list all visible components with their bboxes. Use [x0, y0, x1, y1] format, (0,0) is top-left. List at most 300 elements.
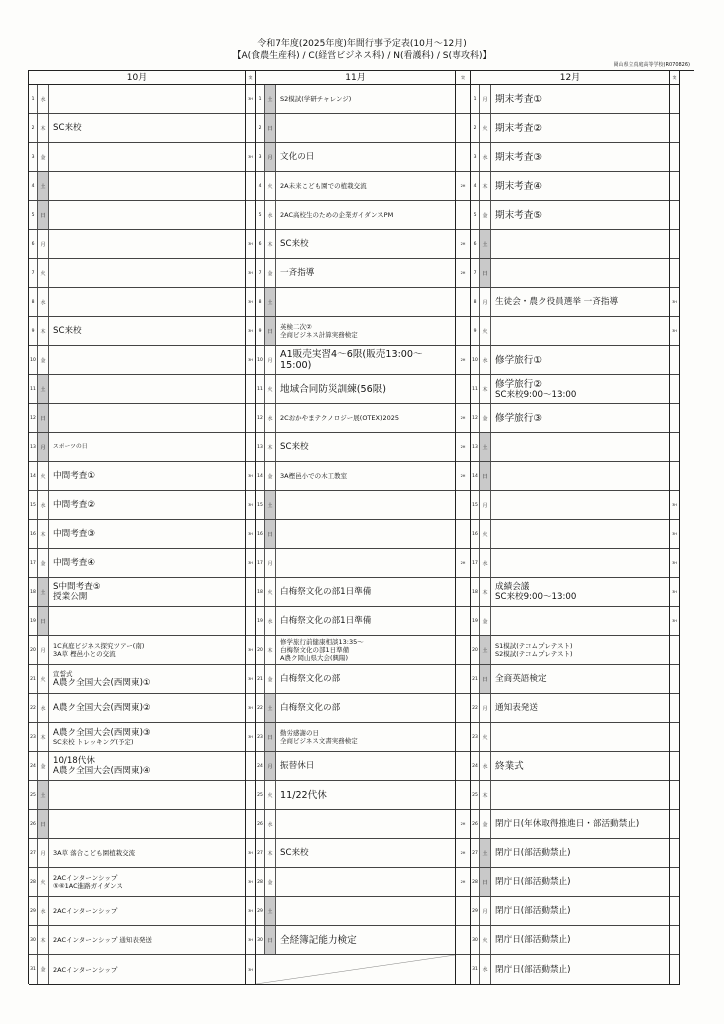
weekday: 金 [38, 346, 49, 374]
day-number: 27 [256, 839, 265, 867]
day-events [491, 85, 669, 113]
weekday: 日 [480, 868, 491, 896]
day-events [49, 201, 245, 229]
weekday: 月 [265, 346, 276, 374]
day-number: 28 [29, 868, 38, 896]
event-text: 地域合同防災訓練(56限) [280, 383, 387, 395]
empty-day-row [256, 955, 455, 984]
event-text: 2ACインターンシップ [53, 907, 118, 915]
day-row [29, 317, 245, 346]
day-row [256, 665, 455, 694]
day-row [256, 317, 455, 346]
weekday: 日 [38, 404, 49, 432]
jitsu-header-october: 実 [246, 71, 256, 85]
jitsu-cell [456, 752, 470, 781]
jitsu-cell [670, 752, 679, 781]
day-number: 2 [256, 114, 265, 142]
day-number: 2 [29, 114, 38, 142]
event-text: SC来校 [53, 123, 82, 133]
weekday: 日 [265, 114, 276, 142]
day-number: 1 [29, 85, 38, 113]
day-number: 26 [256, 810, 265, 838]
day-events [49, 114, 245, 142]
day-number: 21 [471, 665, 480, 693]
day-number: 19 [29, 607, 38, 635]
weekday: 火 [480, 317, 491, 345]
day-events [276, 317, 455, 345]
day-number: 12 [29, 404, 38, 432]
weekday: 月 [38, 433, 49, 461]
jitsu-column-december [670, 85, 680, 985]
day-row [471, 723, 669, 752]
weekday: 土 [480, 636, 491, 664]
day-row [256, 868, 455, 897]
day-events [491, 868, 669, 896]
day-row [29, 781, 245, 810]
day-events [491, 520, 669, 548]
day-row [256, 230, 455, 259]
day-row [256, 491, 455, 520]
day-number: 3 [471, 143, 480, 171]
day-events [276, 259, 455, 287]
day-row [471, 839, 669, 868]
day-row [29, 868, 245, 897]
event-text: A農ク岡山県大会(興陽) [280, 654, 349, 662]
day-number: 8 [29, 288, 38, 316]
day-events [49, 259, 245, 287]
weekday: 木 [265, 636, 276, 664]
weekday: 火 [38, 259, 49, 287]
jitsu-cell: 2H [456, 404, 470, 433]
day-events [49, 781, 245, 809]
weekday: 水 [265, 810, 276, 838]
day-row [471, 433, 669, 462]
jitsu-cell: 2H [456, 462, 470, 491]
event-text: 終業式 [495, 760, 524, 772]
day-number: 23 [29, 723, 38, 751]
weekday: 日 [265, 317, 276, 345]
jitsu-cell [456, 723, 470, 752]
event-text: SC来校 [53, 326, 82, 336]
day-number: 31 [471, 955, 480, 984]
day-events [491, 723, 669, 751]
day-row [256, 143, 455, 172]
event-text: 修学旅行① [495, 354, 542, 366]
event-text: 2ACインターンシップ 通知表発送 [53, 936, 152, 944]
day-events [491, 317, 669, 345]
jitsu-cell [246, 375, 255, 404]
event-text: 振替休日 [280, 761, 315, 771]
day-row [256, 172, 455, 201]
day-events [276, 114, 455, 142]
day-row [29, 607, 245, 636]
day-events [49, 462, 245, 490]
day-row [256, 578, 455, 607]
day-events [491, 549, 669, 577]
weekday: 水 [480, 549, 491, 577]
jitsu-cell: 3H [246, 346, 255, 375]
day-number: 29 [471, 897, 480, 925]
day-number: 15 [256, 491, 265, 519]
jitsu-cell [456, 665, 470, 694]
weekday: 木 [38, 317, 49, 345]
day-number: 18 [256, 578, 265, 606]
jitsu-header-december: 実 [670, 71, 680, 85]
day-number: 3 [29, 143, 38, 171]
event-text: 生徒会・農ク役員選挙 一斉指導 [495, 297, 619, 307]
day-number: 16 [256, 520, 265, 548]
weekday: 火 [265, 781, 276, 809]
jitsu-cell [670, 723, 679, 752]
day-events [276, 897, 455, 925]
weekday: 火 [265, 172, 276, 200]
day-row [29, 201, 245, 230]
weekday: 金 [38, 143, 49, 171]
day-row [471, 462, 669, 491]
event-text: 期末考査① [495, 93, 542, 105]
day-events [49, 810, 245, 838]
jitsu-cell: 3H [246, 839, 255, 868]
day-row [256, 520, 455, 549]
event-text: A農ク全国大会(西関東)① [53, 678, 151, 688]
day-row [471, 346, 669, 375]
weekday: 水 [480, 346, 491, 374]
day-number: 24 [256, 752, 265, 780]
jitsu-cell: 3H [246, 549, 255, 578]
weekday: 金 [480, 810, 491, 838]
event-text: A農ク全国大会(西関東)③ [53, 728, 151, 738]
event-text: S中間考査⑤ [53, 582, 101, 592]
day-row [471, 114, 669, 143]
day-number: 30 [471, 926, 480, 954]
event-text: 期末考査② [495, 122, 542, 134]
day-number: 5 [256, 201, 265, 229]
weekday: 土 [265, 288, 276, 316]
event-text: 修学旅行前健康相談13:35～ [280, 638, 364, 646]
day-row [471, 897, 669, 926]
event-text: 全経簿記能力検定 [280, 934, 357, 946]
weekday: 火 [480, 114, 491, 142]
day-events [491, 839, 669, 867]
day-row [471, 259, 669, 288]
day-events [276, 549, 455, 577]
weekday: 木 [480, 375, 491, 403]
weekday: 金 [38, 549, 49, 577]
day-events [276, 926, 455, 954]
day-events [491, 665, 669, 693]
weekday: 月 [480, 694, 491, 722]
event-text: 1C真庭ビジネス探究ツアー(南) [53, 642, 145, 650]
jitsu-cell: 2H [456, 868, 470, 897]
event-text: 全商英語検定 [495, 674, 547, 684]
day-events [491, 346, 669, 374]
day-events [49, 955, 245, 984]
jitsu-cell: 3H [246, 636, 255, 665]
jitsu-cell: 3H [246, 868, 255, 897]
jitsu-cell: 3H [246, 926, 255, 955]
weekday: 水 [38, 85, 49, 113]
event-text: 2Cおかやまテクノロジー展(OTEX)2025 [280, 414, 400, 422]
day-row [29, 375, 245, 404]
event-text: 2AC高校生のための企業ガイダンスPM [280, 211, 394, 219]
jitsu-cell [670, 85, 679, 114]
day-row [256, 926, 455, 955]
day-events [276, 665, 455, 693]
event-text: 2ACインターンシップ [53, 874, 118, 882]
day-number: 11 [471, 375, 480, 403]
event-text: 2A未来こども園での植栽交流 [280, 182, 367, 190]
weekday: 木 [265, 230, 276, 258]
jitsu-cell: 2H [456, 549, 470, 578]
day-row [256, 201, 455, 230]
event-text: 英検二次② [280, 323, 312, 331]
day-row [29, 346, 245, 375]
weekday: 水 [38, 491, 49, 519]
day-row [256, 839, 455, 868]
day-number: 12 [256, 404, 265, 432]
day-row [29, 955, 245, 984]
day-row [256, 694, 455, 723]
day-row [29, 520, 245, 549]
jitsu-cell [670, 897, 679, 926]
weekday: 月 [480, 897, 491, 925]
jitsu-cell: 3H [246, 491, 255, 520]
day-number: 16 [29, 520, 38, 548]
event-text: 通知表発送 [495, 703, 538, 713]
day-row [256, 288, 455, 317]
day-number: 5 [471, 201, 480, 229]
weekday: 火 [265, 578, 276, 606]
day-number: 21 [29, 665, 38, 693]
day-row [256, 781, 455, 810]
day-row [471, 607, 669, 636]
weekday: 日 [480, 462, 491, 490]
jitsu-cell: 3H [246, 665, 255, 694]
jitsu-cell [670, 114, 679, 143]
day-number: 13 [29, 433, 38, 461]
day-events [49, 404, 245, 432]
day-events [49, 578, 245, 606]
day-number: 8 [471, 288, 480, 316]
weekday: 土 [480, 433, 491, 461]
day-events [276, 85, 455, 113]
jitsu-cell: 2H [456, 259, 470, 288]
day-number: 17 [256, 549, 265, 577]
day-number: 30 [256, 926, 265, 954]
jitsu-cell: 3H [246, 897, 255, 926]
day-number: 20 [29, 636, 38, 664]
day-events [276, 288, 455, 316]
day-number: 11 [29, 375, 38, 403]
weekday: 土 [38, 781, 49, 809]
weekday: 金 [265, 259, 276, 287]
weekday: 日 [265, 520, 276, 548]
day-events [49, 839, 245, 867]
event-text: ⑤⑥1AC進路ガイダンス [53, 882, 123, 890]
day-number: 26 [29, 810, 38, 838]
day-number: 22 [471, 694, 480, 722]
event-text: SC来校 トレッキング(予定) [53, 738, 134, 746]
jitsu-cell-empty [456, 955, 470, 984]
day-row [471, 578, 669, 607]
jitsu-cell [670, 172, 679, 201]
day-events [276, 607, 455, 635]
day-row [471, 201, 669, 230]
jitsu-cell [670, 868, 679, 897]
day-row [256, 375, 455, 404]
event-text: 期末考査④ [495, 180, 542, 192]
day-number: 21 [256, 665, 265, 693]
day-events [491, 491, 669, 519]
weekday: 金 [265, 665, 276, 693]
day-row [471, 375, 669, 404]
day-number: 7 [471, 259, 480, 287]
weekday: 木 [480, 172, 491, 200]
day-row [29, 462, 245, 491]
jitsu-cell [456, 607, 470, 636]
day-row [256, 636, 455, 665]
jitsu-cell [456, 143, 470, 172]
day-number: 14 [471, 462, 480, 490]
day-row [29, 114, 245, 143]
day-row [29, 85, 245, 114]
day-number: 2 [471, 114, 480, 142]
event-text: 閉庁日(部活動禁止) [495, 906, 571, 916]
event-text: S2模試(テコムプレテスト) [495, 650, 573, 658]
weekday: 水 [480, 752, 491, 780]
jitsu-cell [456, 520, 470, 549]
event-text: 15:00) [280, 360, 312, 371]
calendar-table [28, 70, 694, 984]
day-row [471, 85, 669, 114]
day-events [276, 868, 455, 896]
day-events [49, 230, 245, 258]
weekday: 金 [480, 404, 491, 432]
day-row [256, 607, 455, 636]
day-number: 17 [471, 549, 480, 577]
day-events [491, 955, 669, 984]
day-row [256, 346, 455, 375]
day-number: 9 [256, 317, 265, 345]
day-number: 30 [29, 926, 38, 954]
day-number: 3 [256, 143, 265, 171]
day-events [276, 404, 455, 432]
day-number: 14 [256, 462, 265, 490]
event-text: SC来校 [280, 848, 309, 858]
day-number: 15 [471, 491, 480, 519]
page-subtitle: 【A(食農生産科) / C(経営ビジネス科) / N(看護科) / S(専攻科)】 [232, 51, 492, 61]
empty-slash [256, 955, 455, 984]
weekday: 水 [265, 607, 276, 635]
day-number: 15 [29, 491, 38, 519]
event-text: SC来校9:00～13:00 [495, 389, 577, 400]
event-text: 成績会議 [495, 582, 530, 592]
day-number: 13 [256, 433, 265, 461]
day-number: 4 [256, 172, 265, 200]
event-text: 文化の日 [280, 152, 315, 162]
day-row [29, 230, 245, 259]
jitsu-cell: 3H [246, 694, 255, 723]
day-row [29, 926, 245, 955]
day-row [256, 85, 455, 114]
day-events [491, 433, 669, 461]
event-text: 白梅祭文化の部1日準備 [280, 616, 372, 626]
event-text: 閉庁日(部活動禁止) [495, 964, 571, 975]
day-events [276, 375, 455, 403]
event-text: 宣誓式 [53, 670, 73, 678]
day-events [491, 607, 669, 635]
day-row [471, 288, 669, 317]
day-number: 14 [29, 462, 38, 490]
month-column-december [471, 85, 670, 985]
jitsu-cell [670, 143, 679, 172]
day-events [49, 868, 245, 896]
day-events [276, 752, 455, 780]
weekday: 金 [265, 868, 276, 896]
weekday: 日 [38, 810, 49, 838]
day-events [491, 926, 669, 954]
day-row [29, 433, 245, 462]
event-text: 期末考査③ [495, 151, 542, 163]
weekday: 水 [265, 404, 276, 432]
day-number: 28 [471, 868, 480, 896]
jitsu-cell [456, 897, 470, 926]
jitsu-cell [670, 433, 679, 462]
weekday: 金 [480, 201, 491, 229]
jitsu-column-october [246, 85, 256, 985]
day-row [29, 172, 245, 201]
weekday: 日 [265, 723, 276, 751]
day-events [491, 172, 669, 200]
jitsu-cell: 3H [248, 967, 253, 972]
day-row [29, 143, 245, 172]
day-events [276, 810, 455, 838]
weekday: 土 [480, 839, 491, 867]
jitsu-cell [670, 404, 679, 433]
day-row [29, 897, 245, 926]
day-row [471, 926, 669, 955]
weekday: 木 [265, 433, 276, 461]
day-number: 6 [29, 230, 38, 258]
jitsu-cell: 3H [246, 230, 255, 259]
day-number: 25 [29, 781, 38, 809]
day-events [49, 723, 245, 751]
day-row [471, 491, 669, 520]
day-row [29, 578, 245, 607]
jitsu-cell: 3H [670, 317, 679, 346]
day-row [256, 549, 455, 578]
weekday: 月 [480, 85, 491, 113]
weekday: 月 [38, 230, 49, 258]
day-number: 20 [471, 636, 480, 664]
weekday: 土 [38, 375, 49, 403]
jitsu-cell: 3H [246, 85, 255, 114]
weekday: 金 [265, 462, 276, 490]
event-text: 閉庁日(部活動禁止) [495, 935, 571, 945]
event-text: 中間考査④ [53, 558, 96, 568]
weekday: 水 [38, 897, 49, 925]
day-events [491, 404, 669, 432]
weekday: 水 [38, 288, 49, 316]
day-events [276, 230, 455, 258]
jitsu-cell [456, 636, 470, 665]
day-row [471, 317, 669, 346]
day-events [491, 897, 669, 925]
jitsu-cell [246, 578, 255, 607]
day-row [256, 259, 455, 288]
event-text: A1販売実習4～6限(販売13:00～ [280, 349, 423, 360]
weekday: 日 [38, 607, 49, 635]
